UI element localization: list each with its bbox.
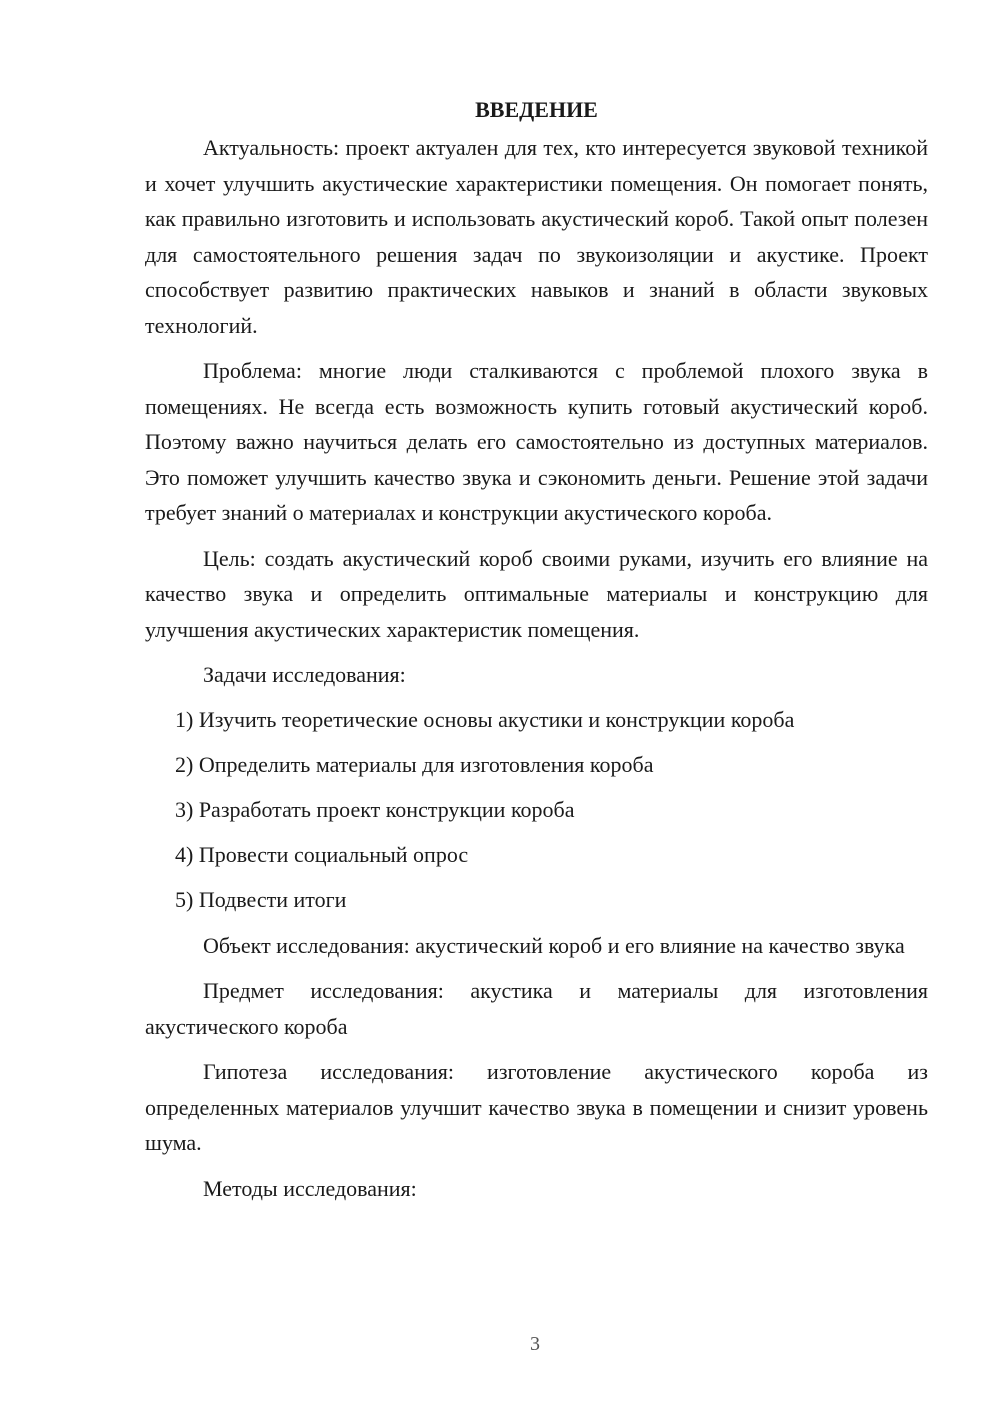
page-title: ВВЕДЕНИЕ	[475, 97, 598, 122]
problem-paragraph: Проблема: многие люди сталкиваются с проблемой плохого звука в помещениях. Не всегда есть возможность купить готовый акустический короб. Поэтому важно научиться делать его самостоятельно из доступных материалов. Это поможет улучшить качество звука и сэкономить деньги. Решение этой задачи требует знаний о материалах и конструкции акустического короба.	[145, 358, 928, 525]
tasks-list	[145, 702, 928, 918]
object-paragraph: Объект исследования: акустический короб и его влияние на качество звука	[203, 932, 905, 958]
list-item: 5) Подвести итоги	[175, 886, 347, 912]
list-item: 2) Определить материалы для изготовления короба	[175, 751, 654, 777]
goal-paragraph: Цель: создать акустический короб своими руками, изучить его влияние на качество звука и определить оптимальные материалы и конструкцию для улучшения акустических характеристик помещения.	[145, 545, 928, 642]
list-item: 4) Провести социальный опрос	[175, 841, 469, 867]
list-item: 3) Разработать проект конструкции короба	[175, 796, 575, 822]
document-page	[145, 92, 928, 1206]
methods-heading: Методы исследования:	[203, 1175, 417, 1201]
tasks-heading: Задачи исследования:	[203, 662, 406, 687]
relevance-paragraph: Актуальность: проект актуален для тех, кто интересуется звуковой техникой и хочет улучшить акустические характеристики помещения. Он помогает понять, как правильно изготовить и использовать акустический короб. Такой опыт полезен для самостоятельного решения задач по звукоизоляции и акустике. Проект способствует развитию практических навыков и знаний в области звуковых технологий.	[145, 135, 928, 338]
hypothesis-paragraph: Гипотеза исследования: изготовление акустического короба из определенных материалов улучшит качество звука в помещении и снизит уровень шума.	[145, 1059, 928, 1155]
list-item: 1) Изучить теоретические основы акустики и конструкции короба	[175, 706, 795, 732]
page-number: 3	[530, 1333, 540, 1355]
subject-paragraph: Предмет исследования: акустика и материалы для изготовления акустического короба	[145, 978, 928, 1039]
